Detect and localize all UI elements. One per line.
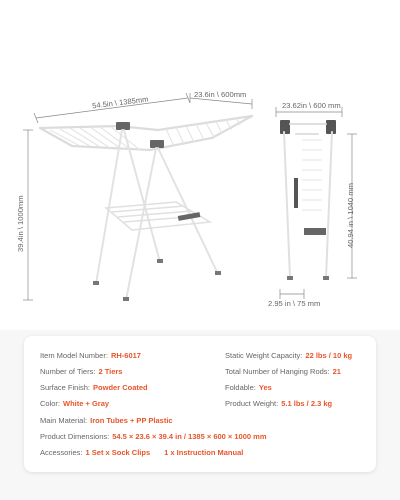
height-dimension-label: 39.4in \ 1000mm <box>16 195 25 252</box>
spec-weight: Product Weight: 5.1 lbs / 2.3 kg <box>225 399 333 408</box>
spec-card <box>24 336 376 472</box>
width-dimension-label: 23.6in \ 600mm <box>194 90 247 99</box>
drying-rack-perspective <box>40 116 252 301</box>
spec-color: Color: White + Gray <box>40 399 110 408</box>
spec-capacity: Static Weight Capacity: 22 lbs / 10 kg <box>225 351 353 360</box>
spec-accessories: Accessories: 1 Set x Sock Clips 1 x Instruction Manual <box>40 448 244 457</box>
side-height-dimension-label: 40.94 in \ 1040 mm <box>346 182 355 248</box>
spec-rods: Total Number of Hanging Rods: 21 <box>225 367 341 376</box>
spec-model: Item Model Number: RH-6017 <box>40 351 141 360</box>
side-width-dimension-label: 23.62in \ 600 mm <box>282 101 341 110</box>
spec-finish: Surface Finish: Powder Coated <box>40 383 148 392</box>
spec-foldable: Foldable: Yes <box>225 383 272 392</box>
drying-rack-side-view <box>280 120 336 280</box>
base-dimension-label: 2.95 in \ 75 mm <box>268 299 321 308</box>
spec-tiers: Number of Tiers: 2 Tiers <box>40 367 123 376</box>
spec-material: Main Material: Iron Tubes + PP Plastic <box>40 416 173 425</box>
length-dimension-label: 54.5in \ 1385mm <box>91 94 149 111</box>
spec-product-dimensions: Product Dimensions: 54.5 × 23.6 × 39.4 in / 1385 × 600 × 1000 mm <box>40 432 267 441</box>
